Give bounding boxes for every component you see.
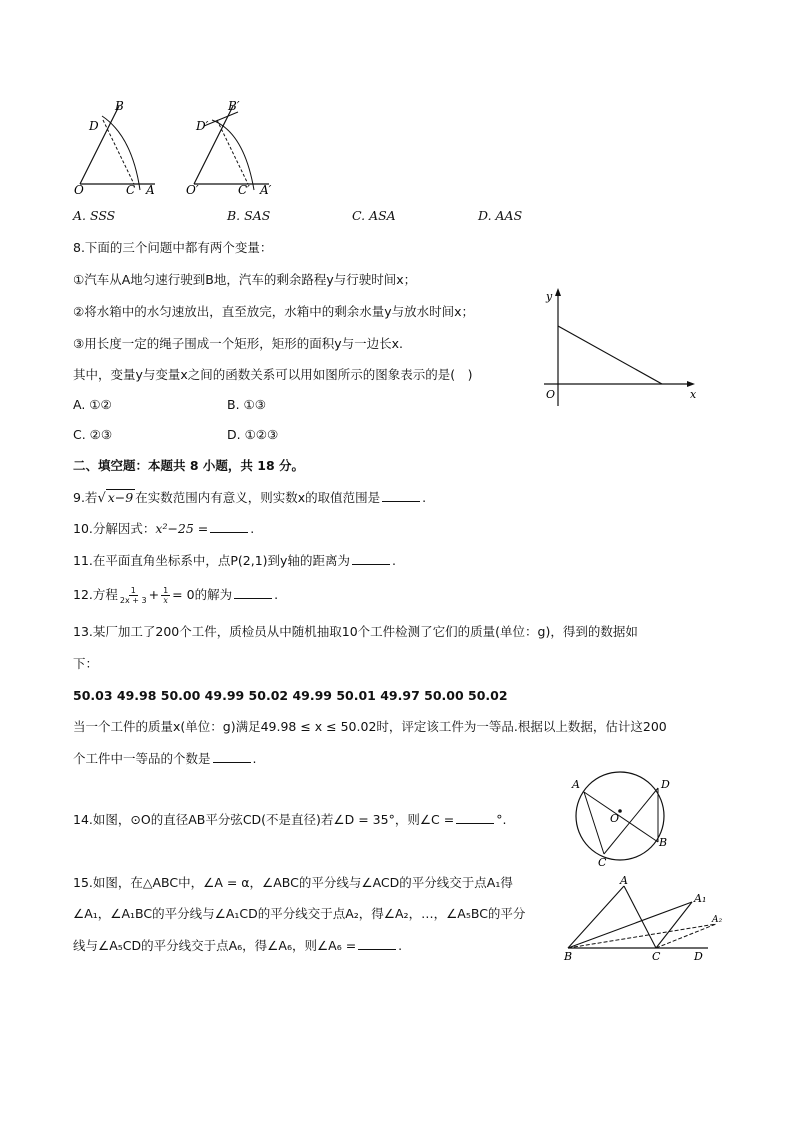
triangle-label-A1: A₁ [694, 892, 707, 905]
q8-stem: 8.下面的三个问题中都有两个变量： [73, 240, 273, 255]
q14-blank [456, 812, 494, 824]
q7-figure-right [182, 96, 282, 196]
label-C-prime: C′ [238, 183, 250, 196]
q15-triangle-figure [560, 874, 735, 964]
label-B: B [115, 99, 124, 113]
label-C: C [126, 183, 136, 196]
circle-label-B: B [659, 836, 668, 849]
label-O: O [74, 183, 84, 196]
q12: 12.方程 $\frac{1}{2x + 3}$ + $\frac{1}{x}$ = 0的解为 . [73, 586, 279, 605]
triangle-label-B: B [564, 950, 573, 963]
q13-data: 50.03 49.98 50.00 49.99 50.02 49.99 50.01 49.97 50.00 50.02 [73, 688, 508, 703]
q7-figure-left [70, 96, 165, 196]
circle-label-C: C [598, 856, 607, 868]
q15-line-2: ∠A₁，∠A₁BC的平分线与∠A₁CD的平分线交于点A₂，得∠A₂，…，∠A₅BC的平分 [73, 906, 526, 921]
graph-y-label: y [546, 290, 553, 303]
q7-option-b: B. SAS [227, 208, 271, 223]
triangle-label-A: A [620, 874, 628, 887]
q10-blank [210, 521, 248, 533]
q13-blank [213, 751, 251, 763]
q15-line-3: 线与∠A₅CD的平分线交于点A₆，得∠A₆，则∠A₆ = . [73, 938, 403, 953]
q8-graph [540, 286, 705, 408]
q12-fraction-2: $\frac{1}{x}$ [163, 586, 169, 605]
q13-line-1: 13.某厂加工了200个工件，质检员从中随机抽取10个工件检测了它们的质量(单位：g)，得到的数据如 [73, 624, 638, 639]
q8-option-d: D. ①②③ [227, 427, 279, 442]
q13-line-3: 当一个工件的质量x(单位：g)满足49.98 ≤ x ≤ 50.02时，评定该工件为一等品.根据以上数据，估计这200 [73, 719, 667, 734]
circle-label-O: O [610, 812, 620, 825]
circle-label-D: D [661, 778, 670, 791]
label-B-prime: B′ [228, 99, 240, 113]
q8-option-a: A. ①② [73, 397, 112, 412]
q8-option-c: C. ②③ [73, 427, 113, 442]
q9: 9.若√ x−9 在实数范围内有意义，则实数x的取值范围是 . [73, 490, 427, 506]
q14: 14.如图，⊙O的直径AB平分弦CD(不是直径)若∠D = 35°，则∠C = °. [73, 812, 507, 827]
q8-item-3: ③用长度一定的绳子围成一个矩形，矩形的面积y与一边长x. [73, 336, 403, 351]
label-O-prime: O′ [186, 183, 199, 196]
q15-line-1: 15.如图，在△ABC中，∠A = α，∠ABC的平分线与∠ACD的平分线交于点A₁得 [73, 875, 513, 890]
triangle-label-C: C [652, 950, 661, 963]
q9-blank [382, 490, 420, 502]
q12-blank [234, 587, 272, 599]
q15-blank [358, 938, 396, 950]
q11-blank [352, 553, 390, 565]
q11: 11.在平面直角坐标系中，点P(2,1)到y轴的距离为 . [73, 553, 396, 568]
section-2-heading: 二、填空题：本题共 8 小题，共 18 分。 [73, 458, 305, 473]
label-D: D [89, 119, 99, 133]
label-A-prime: A′ [260, 183, 272, 196]
q7-option-d: D. AAS [478, 208, 523, 223]
q10: 10.分解因式：x²−25 = . [73, 521, 255, 536]
q14-circle-figure [566, 770, 676, 868]
label-A: A [146, 183, 155, 196]
graph-x-label: x [690, 388, 697, 401]
triangle-label-A2: A₂ [712, 915, 723, 925]
graph-origin-label: O [546, 388, 556, 401]
triangle-label-D: D [694, 950, 703, 963]
q13-line-4: 个工件中一等品的个数是 . [73, 751, 257, 766]
label-D-prime: D′ [196, 119, 209, 133]
q10-expr: x²−25 = [155, 521, 209, 536]
q7-option-c: C. ASA [352, 208, 396, 223]
q8-question: 其中，变量y与变量x之间的函数关系可以用如图所示的图象表示的是( ) [73, 367, 473, 382]
circle-label-A: A [572, 778, 580, 791]
q8-item-2: ②将水箱中的水匀速放出，直至放完，水箱中的剩余水量y与放水时间x； [73, 304, 475, 319]
q9-radicand: x−9 [107, 490, 134, 505]
q8-option-b: B. ①③ [227, 397, 266, 412]
q13-line-2: 下： [73, 656, 99, 671]
q12-fraction-1: $\frac{1}{2x + 3}$ [119, 586, 147, 605]
q7-option-a: A. SSS [73, 208, 116, 223]
q8-item-1: ①汽车从A地匀速行驶到B地，汽车的剩余路程y与行驶时间x； [73, 272, 417, 287]
